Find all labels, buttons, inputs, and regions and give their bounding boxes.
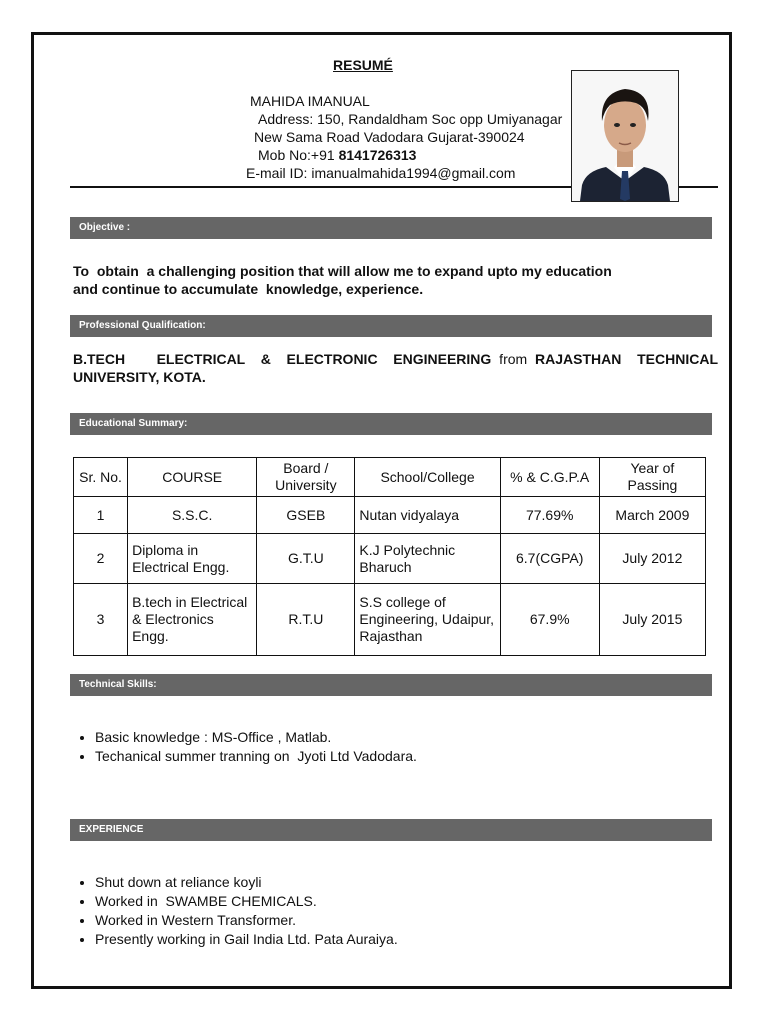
cell-school: K.J Polytechnic Bharuch <box>355 534 500 584</box>
cell-year: July 2012 <box>599 534 705 584</box>
education-table <box>73 457 706 656</box>
list-item: • Presently working in Gail India Ltd. Pata Auraiya. <box>95 930 398 949</box>
cell-school: Nutan vidyalaya <box>355 497 500 534</box>
address-line-1: Address: 150, Randaldham Soc opp Umiyanagar <box>258 111 563 127</box>
header-school: School/College <box>355 458 500 497</box>
person-photo-icon <box>572 71 678 201</box>
list-item: • Shut down at reliance koyli <box>95 873 398 892</box>
cell-sr-no: 1 <box>74 497 128 534</box>
candidate-name: MAHIDA IMANUAL <box>250 93 370 109</box>
mobile-line <box>258 146 416 164</box>
table-header-row <box>74 458 706 497</box>
section-bar-education: Educational Summary: <box>70 413 712 435</box>
cell-year: March 2009 <box>599 497 705 534</box>
mobile-number: 8141726313 <box>338 147 417 163</box>
table-row <box>74 534 706 584</box>
list-item: • Techanical summer tranning on Jyoti Ltd Vadodara. <box>95 747 417 766</box>
cell-course: S.S.C. <box>128 497 257 534</box>
degree-name: B.TECH ELECTRICAL & ELECTRONIC ENGINEERING <box>73 351 492 367</box>
from-word: from <box>491 351 536 367</box>
header-course: COURSE <box>128 458 257 497</box>
list-item: • Worked in SWAMBE CHEMICALS. <box>95 892 398 911</box>
email-line: E-mail ID: imanualmahida1994@gmail.com <box>246 165 516 181</box>
experience-list <box>75 873 398 949</box>
objective-line-2: and continue to accumulate knowledge, experience. <box>73 281 424 297</box>
cell-score: 6.7(CGPA) <box>500 534 599 584</box>
cell-score: 67.9% <box>500 584 599 656</box>
cell-board: GSEB <box>257 497 355 534</box>
cell-course: B.tech in Electrical & Electronics Engg. <box>128 584 257 656</box>
profile-photo <box>571 70 679 202</box>
list-item: • Worked in Western Transformer. <box>95 911 398 930</box>
mobile-label: Mob No:+91 <box>258 147 339 163</box>
university-name: RAJASTHAN TECHNICAL UNIVERSITY, KOTA. <box>73 351 722 385</box>
cell-sr-no: 2 <box>74 534 128 584</box>
cell-course: Diploma in Electrical Engg. <box>128 534 257 584</box>
skills-list <box>75 728 417 766</box>
qualification-text <box>73 350 722 386</box>
resume-title: RESUMÉ <box>333 57 393 73</box>
cell-score: 77.69% <box>500 497 599 534</box>
cell-year: July 2015 <box>599 584 705 656</box>
objective-line-1: To obtain a challenging position that will allow me to expand upto my education <box>73 263 612 279</box>
section-bar-skills: Technical Skills: <box>70 674 712 696</box>
cell-sr-no: 3 <box>74 584 128 656</box>
section-bar-experience: EXPERIENCE <box>70 819 712 841</box>
section-bar-qualification: Professional Qualification: <box>70 315 712 337</box>
cell-school: S.S college of Engineering, Udaipur, Rajasthan <box>355 584 500 656</box>
cell-board: R.T.U <box>257 584 355 656</box>
objective-text <box>73 262 612 298</box>
header-sr-no: Sr. No. <box>74 458 128 497</box>
list-item: • Basic knowledge : MS-Office , Matlab. <box>95 728 417 747</box>
address-line-2: New Sama Road Vadodara Gujarat-390024 <box>254 129 525 145</box>
header-year: Year of Passing <box>599 458 705 497</box>
table-row <box>74 584 706 656</box>
header-board: Board / University <box>257 458 355 497</box>
table-row <box>74 497 706 534</box>
cell-board: G.T.U <box>257 534 355 584</box>
header-score: % & C.G.P.A <box>500 458 599 497</box>
section-bar-objective: Objective : <box>70 217 712 239</box>
